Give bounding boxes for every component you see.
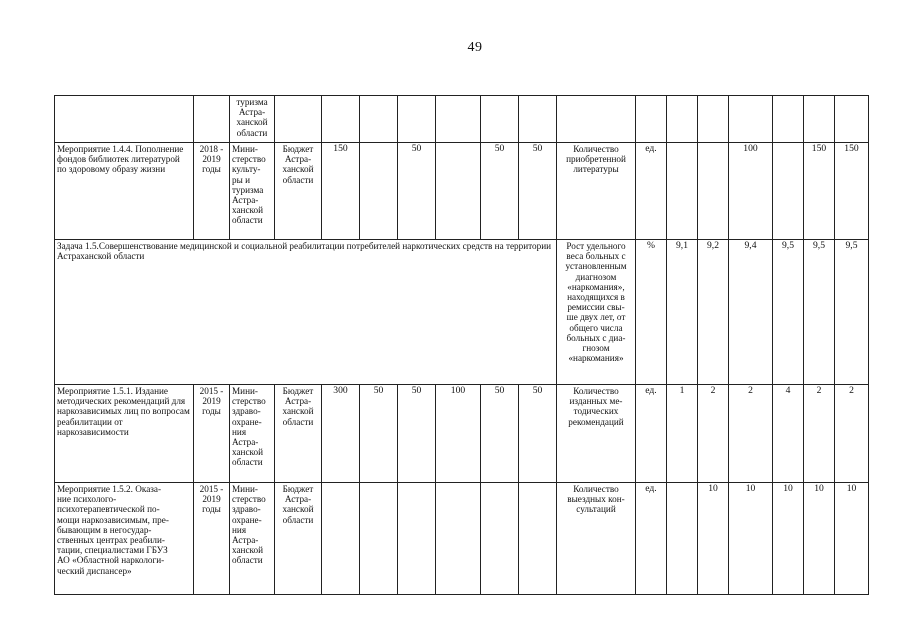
indicator-value [667,143,698,240]
indicator-value: 2 [698,385,729,483]
cont-value-cell [773,96,804,143]
indicator-value: 9,5 [773,240,804,385]
fund-year [398,483,436,595]
indicator-value: 2 [804,385,835,483]
fund-year: 50 [481,385,519,483]
task-title: Задача 1.5.Совершенствование медицинской и социальной реабилитации потребителей наркотических средств на территории Астраханской области [55,240,557,385]
activity-title: Мероприятие 1.5.1. Издание методических рекомендаций для наркозависимых лиц по вопросам реабилитации от наркозависимости [55,385,194,483]
indicator-value: 150 [835,143,869,240]
indicator-value [773,143,804,240]
cont-unit-cell [636,96,667,143]
fund-year [436,143,481,240]
fund-year: 50 [360,385,398,483]
fund-year [519,483,557,595]
indicator-value: 2 [835,385,869,483]
activity-title: Мероприятие 1.4.4. Пополнение фондов библиотек литературой по здоровому образу жизни [55,143,194,240]
fund-year: 50 [398,143,436,240]
fund-year [436,483,481,595]
fund-year [481,483,519,595]
cont-fund-cell [398,96,436,143]
fund-total: 300 [322,385,360,483]
indicator-value: 10 [835,483,869,595]
cont-fund-cell [481,96,519,143]
table-row-task-1-5 [55,240,869,385]
indicator-name: Рост удельного веса больных с установленным диагнозом «наркомания», находящихся в ремиссии свы- ше двух лет, от общего числа больных с диа- гнозом «наркомания» [557,240,636,385]
cont-indicator-cell [557,96,636,143]
cont-value-cell [835,96,869,143]
indicator-value: 9,2 [698,240,729,385]
indicator-value: 100 [729,143,773,240]
activity-years: 2018 - 2019 годы [194,143,230,240]
indicator-unit: % [636,240,667,385]
indicator-name: Количество приобретенной литературы [557,143,636,240]
activity-source: Бюджет Астра- ханской области [275,143,322,240]
indicator-name: Количество изданных ме- тодических рекомендаций [557,385,636,483]
fund-year [360,143,398,240]
indicator-value: 10 [804,483,835,595]
indicator-value: 10 [729,483,773,595]
activity-years: 2015 - 2019 годы [194,483,230,595]
indicator-value: 9,5 [835,240,869,385]
indicator-value [698,143,729,240]
indicator-value: 9,1 [667,240,698,385]
cont-fund-cell [360,96,398,143]
table-row-activity-1-5-2 [55,483,869,595]
cont-years-cell [194,96,230,143]
indicator-unit: ед. [636,483,667,595]
fund-year [360,483,398,595]
activity-years: 2015 - 2019 годы [194,385,230,483]
table-row-continuation [55,96,869,143]
indicator-value: 150 [804,143,835,240]
table-row-activity-1-4-4 [55,143,869,240]
fund-year: 50 [398,385,436,483]
indicator-name: Количество выездных кон- сультаций [557,483,636,595]
program-table [54,95,869,595]
indicator-value: 4 [773,385,804,483]
cont-value-cell [698,96,729,143]
fund-year: 100 [436,385,481,483]
indicator-unit: ед. [636,385,667,483]
cont-value-cell [729,96,773,143]
cont-value-cell [667,96,698,143]
cont-fund-cell [436,96,481,143]
indicator-value: 2 [729,385,773,483]
fund-year: 50 [481,143,519,240]
indicator-value: 9,4 [729,240,773,385]
cont-fund-cell [519,96,557,143]
activity-source: Бюджет Астра- ханской области [275,385,322,483]
indicator-unit: ед. [636,143,667,240]
activity-title: Мероприятие 1.5.2. Оказа- ние психолого- психотерапевтической по- мощи наркозависимым, пре- бывающим в негосудар- ственных центрах реабили- тации, специалистами ГБУЗ АО «Областной наркологи- ческий диспансер» [55,483,194,595]
table-row-activity-1-5-1 [55,385,869,483]
cont-title-cell [55,96,194,143]
activity-executor: Мини- стерство здраво- охране- ния Астра- ханской области [230,385,275,483]
indicator-value [667,483,698,595]
cont-value-cell [804,96,835,143]
activity-source: Бюджет Астра- ханской области [275,483,322,595]
fund-year: 50 [519,385,557,483]
indicator-value: 10 [773,483,804,595]
cont-fund-cell [322,96,360,143]
cont-executor-cell: туризма Астра- ханской области [230,96,275,143]
page-number: 49 [467,40,483,55]
indicator-value: 9,5 [804,240,835,385]
fund-total: 150 [322,143,360,240]
fund-year: 50 [519,143,557,240]
indicator-value: 1 [667,385,698,483]
fund-total [322,483,360,595]
indicator-value: 10 [698,483,729,595]
activity-executor: Мини- стерство культу- ры и туризма Астра- ханской области [230,143,275,240]
activity-executor: Мини- стерство здраво- охране- ния Астра- ханской области [230,483,275,595]
cont-source-cell [275,96,322,143]
